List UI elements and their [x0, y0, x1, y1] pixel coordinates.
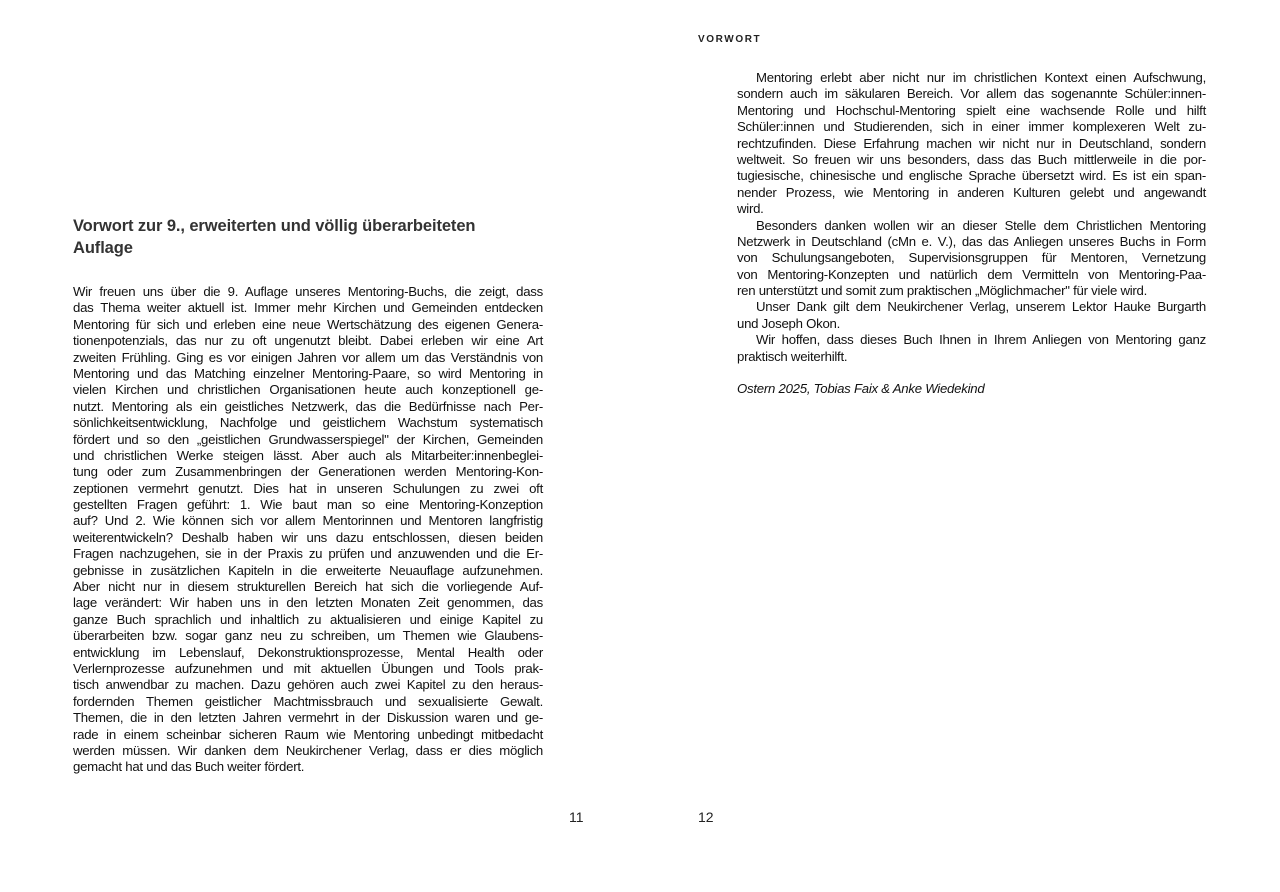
- text-line: Verlernprozesse aufzunehmen und mit aktuellen Übungen und Tools prak-: [73, 660, 543, 676]
- right-page: [640, 0, 1280, 892]
- text-line: nutzt. Mentoring als ein geistliches Netzwerk, das die Bedürfnisse nach Per-: [73, 398, 543, 414]
- paragraph: [737, 70, 1206, 218]
- text-line: weiterentwickeln? Deshalb haben wir uns dazu entschlossen, diesen beiden: [73, 529, 543, 545]
- text-line: tung oder zum Zusammenbringen der Generationen werden Mentoring-Kon-: [73, 464, 543, 480]
- page-number: 11: [569, 809, 584, 825]
- text-line: tionenpotenzials, das nur zu oft ungenutzt bleibt. Dabei erleben wir eine Art: [73, 333, 543, 349]
- text-line: Wir freuen uns über die 9. Auflage unseres Mentoring-Buchs, die zeigt, dass: [73, 284, 543, 299]
- text-line: Netzwerk in Deutschland (cMn e. V.), das das Anliegen unseres Buchs in Form: [737, 233, 1206, 249]
- paragraph: [737, 332, 1206, 365]
- text-line: und christlichen Werke steigen lässt. Aber auch als Mitarbeiter:innenbeglei-: [73, 447, 543, 463]
- text-line: Schüler:innen und Studierenden, sich in einer immer komplexeren Welt zu-: [737, 119, 1206, 135]
- text-line: fordernden Themen geistlicher Machtmissbrauch und sexualisierte Gewalt.: [73, 693, 543, 709]
- text-line: wird.: [737, 201, 764, 217]
- text-line: gemacht hat und das Buch weiter fördert.: [73, 759, 305, 775]
- text-line: Unser Dank gilt dem Neukirchener Verlag, unserem Lektor Hauke Burgarth: [756, 299, 1206, 315]
- text-line: sondern auch im säkularen Bereich. Vor allem das sogenannte Schüler:innen-: [737, 86, 1206, 102]
- text-line: entwicklung im Lebenslauf, Dekonstruktionsprozesse, Mental Health oder: [73, 644, 543, 660]
- text-line: von Schulungsangeboten, Supervisionsgruppen für Mentoren, Vernetzung: [737, 250, 1206, 266]
- page-number: 12: [698, 809, 714, 825]
- text-line: nender Prozess, wie Mentoring in anderen Kulturen gelebt und angewandt: [737, 184, 1206, 200]
- paragraph: [737, 218, 1206, 300]
- text-line: Besonders danken wollen wir an dieser Stelle dem Christlichen Mentoring: [756, 217, 1206, 233]
- text-line: weltweit. So freuen wir uns besonders, dass das Buch mittlerweile in die por-: [737, 151, 1206, 167]
- text-line: gestellten Fragen geführt: 1. Wie baut man so eine Mentoring-Konzeption: [73, 497, 543, 513]
- text-line: das Thema weiter aktuell ist. Immer mehr Kirchen und Gemeinden entdecken: [73, 300, 543, 316]
- text-line: zweiten Frühling. Ging es vor einigen Jahren vor allem um das Verständnis von: [73, 349, 543, 365]
- text-line: Aber nicht nur in diesem strukturellen Bereich hat sich die vorliegende Auf-: [73, 579, 543, 595]
- text-line: tugiesische, chinesische und englische Sprache übersetzt wird. Es ist ein span-: [737, 168, 1206, 184]
- paragraph: [737, 299, 1206, 332]
- text-line: auf? Und 2. Wie können sich vor allem Mentorinnen und Mentoren langfristig: [73, 513, 543, 529]
- text-line: Mentoring erlebt aber nicht nur im christlichen Kontext einen Aufschwung,: [756, 70, 1206, 85]
- text-line: Themen, die in den letzten Jahren vermehrt in der Diskussion waren und ge-: [73, 710, 543, 726]
- text-line: Mentoring und Hochschul-Mentoring spielt eine wachsende Rolle und hilft: [737, 102, 1206, 118]
- paragraph: [73, 284, 543, 776]
- text-line: zeptionen vermehrt genutzt. Dies hat in unseren Schulungen zu zwei oft: [73, 480, 543, 496]
- signature: Ostern 2025, Tobias Faix & Anke Wiedekind: [737, 381, 985, 397]
- text-line: von Mentoring-Konzepten und natürlich dem Vermitteln von Mentoring-Paa-: [737, 266, 1206, 282]
- text-line: fördert und so den „geistlichen Grundwasserspiegel" der Kirchen, Gemeinden: [73, 431, 543, 447]
- text-line: sönlichkeitsentwicklung, Nachfolge und geistlichem Wachstum systematisch: [73, 415, 543, 431]
- text-line: ren unterstützt und somit zum praktischen „Möglichmacher" für viele wird.: [737, 283, 1148, 299]
- text-line: ganze Buch sprachlich und inhaltlich zu aktualisieren und einige Kapitel zu: [73, 611, 543, 627]
- text-line: Mentoring für sich und erleben eine neue Wertschätzung des eigenen Genera-: [73, 316, 543, 332]
- text-line: und Joseph Okon.: [737, 315, 841, 331]
- text-line: Fragen nachzugehen, sie in der Praxis zu prüfen und anzuwenden und die Er-: [73, 546, 543, 562]
- text-line: gebnisse in zusätzlichen Kapiteln in die erweiterte Neuauflage aufzunehmen.: [73, 562, 543, 578]
- heading-line: Auflage: [73, 239, 133, 257]
- text-line: tisch anwendbar zu machen. Dazu gehören auch zwei Kapitel zu den heraus-: [73, 677, 543, 693]
- text-line: vielen Kirchen und christlichen Organisationen heute auch konzeptionell ge-: [73, 382, 543, 398]
- body-text: [737, 70, 1206, 398]
- text-line: werden müssen. Wir danken dem Neukirchener Verlag, dass er dies möglich: [73, 742, 543, 758]
- text-line: lage verändert: Wir haben uns in den letzten Monaten Zeit genommen, das: [73, 595, 543, 611]
- body-text: [73, 284, 543, 776]
- text-line: Wir hoffen, dass dieses Buch Ihnen in Ihrem Anliegen von Mentoring ganz: [756, 332, 1206, 348]
- running-head: VORWORT: [698, 34, 762, 45]
- text-line: praktisch weiterhilft.: [737, 348, 848, 364]
- chapter-heading: [73, 215, 543, 259]
- text-line: rechtzufinden. Diese Erfahrung machen wir nicht nur in Deutschland, sondern: [737, 135, 1206, 151]
- text-line: überarbeiten bzw. sogar ganz neu zu schreiben, um Themen wie Glaubens-: [73, 628, 543, 644]
- text-line: Mentoring und das Matching einzelner Mentoring-Paare, so wird Mentoring in: [73, 365, 543, 381]
- heading-line: Vorwort zur 9., erweiterten und völlig überarbeiteten: [73, 217, 476, 235]
- text-line: rade in einem scheinbar sicheren Raum wie Mentoring unbedingt mitbedacht: [73, 726, 543, 742]
